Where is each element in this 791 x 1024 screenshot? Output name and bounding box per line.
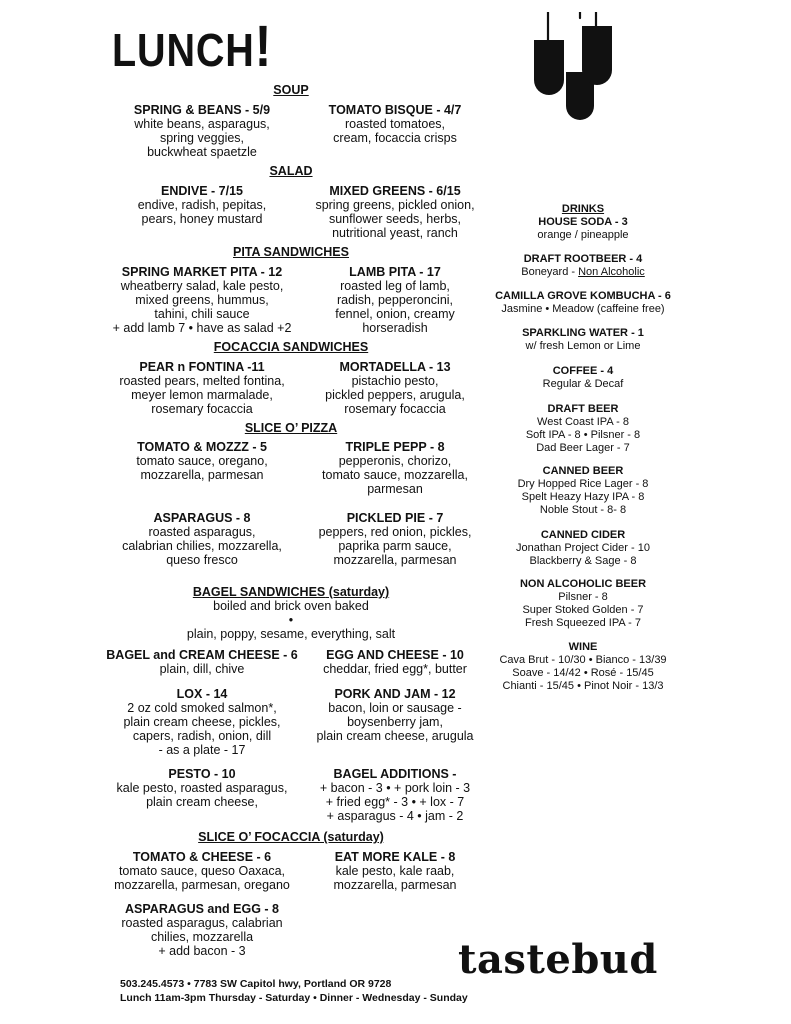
item-price: - 6 [253, 850, 272, 864]
item-price: - 8 [232, 511, 251, 525]
drinks-canned-beer [483, 465, 683, 517]
item-name: PESTO [168, 767, 211, 781]
drink-price: - 1 [628, 327, 644, 339]
item-desc: roasted leg of lamb, [340, 279, 450, 293]
item-desc: + add bacon - 3 [158, 944, 246, 958]
item-desc: tomato sauce, oregano, [136, 454, 268, 468]
item-name: TOMATO & MOZZZ [137, 440, 249, 454]
section-heading-pizza: SLICE O’ PIZZA [244, 421, 338, 435]
item-desc: cheddar, fried egg*, butter [323, 662, 467, 676]
section-heading-pita: PITA SANDWICHES [233, 245, 349, 259]
item-desc: + fried egg* - 3 • + lox - 7 [325, 795, 465, 809]
footer-contact: 503.245.4573 • 7783 SW Capitol hwy, Portland OR 9728 [120, 978, 392, 990]
menu-item [112, 103, 292, 159]
item-name: ASPARAGUS [153, 511, 233, 525]
item-desc: endive, radish, pepitas, [137, 198, 267, 212]
menu-item [305, 850, 485, 892]
drinks-rootbeer [483, 253, 683, 279]
item-desc: wheatberry salad, kale pesto, [120, 279, 284, 293]
drinks-house-soda [483, 203, 683, 242]
menu-item [102, 767, 302, 809]
section-heading-soup: SOUP [273, 83, 309, 97]
item-name: PEAR n FONTINA [139, 360, 244, 374]
item-price: - 5 [248, 440, 267, 454]
item-name: ENDIVE [161, 184, 208, 198]
bagel-subtitle: boiled and brick oven baked [213, 599, 369, 613]
drink-desc: Boneyard - [521, 266, 579, 278]
menu-item [112, 184, 292, 226]
menu-item [102, 648, 302, 676]
item-desc: buckwheat spaetzle [147, 145, 257, 159]
drink-price: - 6 [655, 290, 671, 302]
item-desc: mozzarella, parmesan [333, 553, 457, 567]
menu-item [112, 440, 292, 482]
drink-desc: Chianti - 15/45 • Pinot Noir - 13/3 [502, 680, 664, 692]
drink-desc: Regular & Decaf [542, 378, 624, 390]
item-name: TOMATO & CHEESE [132, 850, 254, 864]
item-desc: pears, honey mustard [141, 212, 263, 226]
menu-item [305, 648, 485, 676]
item-desc: roasted asparagus, [148, 525, 256, 539]
item-price: - 10 [438, 648, 464, 662]
drink-desc: Fresh Squeezed IPA - 7 [525, 617, 641, 629]
page-title [112, 14, 273, 79]
item-price: - 10 [210, 767, 236, 781]
item-desc: parmesan [367, 482, 423, 496]
section-heading-note: (saturday) [325, 585, 390, 599]
drink-desc: Dry Hopped Rice Lager - 8 [517, 478, 649, 490]
drink-desc: Jonathan Project Cider - 10 [516, 542, 650, 554]
item-name: BAGEL ADDITIONS [333, 767, 449, 781]
menu-item [305, 440, 485, 496]
item-desc: spring greens, pickled onion, [315, 198, 475, 212]
item-desc: - as a plate - 17 [158, 743, 246, 757]
title-exclamation: ! [254, 14, 273, 79]
item-desc: plain cream cheese, pickles, [123, 715, 281, 729]
item-price: - 6/15 [425, 184, 461, 198]
menu-item [305, 767, 485, 823]
section-heading-slice-focaccia: SLICE O’ FOCACCIA [198, 830, 320, 844]
item-desc: + asparagus - 4 • jam - 2 [326, 809, 464, 823]
item-name: ASPARAGUS and EGG [125, 902, 261, 916]
item-price: - 5/9 [241, 103, 271, 117]
item-desc: pistachio pesto, [351, 374, 439, 388]
drink-desc: Noble Stout - 8- 8 [539, 504, 627, 516]
menu-item [305, 265, 485, 335]
drinks-canned-cider [483, 529, 683, 568]
item-name: MORTADELLA [339, 360, 426, 374]
item-price: - 6 [279, 648, 298, 662]
item-price: - 8 [426, 440, 445, 454]
item-name: LOX [176, 687, 203, 701]
drink-name: DRAFT BEER [547, 403, 619, 415]
item-desc: mixed greens, hummus, [135, 293, 269, 307]
drink-price: - 4 [597, 365, 614, 377]
item-price: - 12 [257, 265, 283, 279]
item-desc: mozzarella, parmesan [333, 878, 457, 892]
item-desc: bacon, loin or sausage - [328, 701, 462, 715]
drink-price: - 3 [611, 216, 628, 228]
drink-desc: Blackberry & Sage - 8 [529, 555, 637, 567]
item-desc: plain, dill, chive [159, 662, 245, 676]
drink-desc: orange / pineapple [537, 229, 629, 241]
menu-item [102, 850, 302, 892]
drink-name: NON ALCOHOLIC BEER [519, 578, 647, 590]
item-desc: paprika parm sauce, [338, 539, 452, 553]
item-name: LAMB PITA [349, 265, 416, 279]
item-desc: fennel, onion, creamy [335, 307, 455, 321]
item-desc: cream, focaccia crisps [333, 131, 457, 145]
item-name: BAGEL and CREAM CHEESE [106, 648, 280, 662]
drink-desc: Soave - 14/42 • Rosé - 15/45 [512, 667, 654, 679]
item-name: EGG AND CHEESE [326, 648, 439, 662]
item-desc: boysenberry jam, [347, 715, 443, 729]
item-price: - [448, 767, 457, 781]
item-desc: sunflower seeds, herbs, [328, 212, 461, 226]
section-heading-bagel: BAGEL SANDWICHES [192, 585, 326, 599]
drink-name: COFFEE [552, 365, 598, 377]
menu-item [102, 511, 302, 567]
item-desc: roasted asparagus, calabrian [121, 916, 283, 930]
item-name: SPRING MARKET PITA [121, 265, 258, 279]
item-price: - 12 [430, 687, 456, 701]
item-desc: 2 oz cold smoked salmon*, [127, 701, 277, 715]
drink-desc: Jasmine • Meadow (caffeine free) [501, 303, 665, 315]
item-price: - 17 [415, 265, 441, 279]
drink-desc: Soft IPA - 8 • Pilsner - 8 [525, 429, 641, 441]
section-heading-note: (saturday) [319, 830, 384, 844]
item-price: - 8 [260, 902, 279, 916]
item-desc: chilies, mozzarella [150, 930, 254, 944]
item-desc: rosemary focaccia [344, 402, 446, 416]
menu-item [305, 184, 485, 240]
drink-name: DRAFT ROOTBEER [523, 253, 627, 265]
drinks-sparkling-water [483, 327, 683, 353]
item-price: -11 [243, 360, 265, 374]
drinks-coffee [483, 365, 683, 391]
item-desc: mozzarella, parmesan [140, 468, 264, 482]
drink-desc: West Coast IPA - 8 [537, 416, 629, 428]
item-name: TRIPLE PEPP [345, 440, 427, 454]
item-price: - 4/7 [432, 103, 462, 117]
menu-item [102, 360, 302, 416]
item-desc: radish, pepperoncini, [336, 293, 454, 307]
menu-item [102, 265, 302, 335]
footer-hours: Lunch 11am-3pm Thursday - Saturday • Dinner - Wednesday - Sunday [120, 992, 468, 1004]
item-desc: rosemary focaccia [151, 402, 253, 416]
drink-name: SPARKLING WATER [522, 327, 629, 339]
item-desc: tahini, chili sauce [154, 307, 250, 321]
item-desc: + add lamb 7 • have as salad +2 [112, 321, 292, 335]
item-name: EAT MORE KALE [334, 850, 438, 864]
drinks-wine [483, 641, 683, 693]
menu-item [305, 511, 485, 567]
drink-name: HOUSE SODA [538, 216, 612, 228]
item-desc: mozzarella, parmesan, oregano [114, 878, 290, 892]
drinks-non-alcoholic-beer [483, 578, 683, 630]
item-price: - 7 [425, 511, 444, 525]
item-desc: spring veggies, [159, 131, 245, 145]
drink-desc-note: Non Alcoholic [578, 266, 645, 278]
section-heading-salad: SALAD [269, 164, 313, 178]
drink-desc: Dad Beer Lager - 7 [536, 442, 630, 454]
item-price: - 14 [202, 687, 228, 701]
item-desc: calabrian chilies, mozzarella, [122, 539, 282, 553]
bagel-flavors: plain, poppy, sesame, everything, salt [186, 627, 396, 641]
slice-focaccia-header [176, 830, 406, 844]
item-price: - 7/15 [207, 184, 243, 198]
item-name: TOMATO BISQUE [328, 103, 433, 117]
tastebud-logo-icon [530, 12, 626, 134]
drink-desc: Super Stoked Golden - 7 [522, 604, 644, 616]
menu-item [305, 687, 485, 743]
item-desc: white beans, asparagus, [134, 117, 270, 131]
title-text: LUNCH [112, 24, 255, 76]
item-desc: horseradish [362, 321, 428, 335]
item-desc: roasted pears, melted fontina, [119, 374, 285, 388]
brand-logo: tastebud [458, 936, 658, 983]
menu-item [102, 687, 302, 757]
item-desc: peppers, red onion, pickles, [318, 525, 472, 539]
section-heading-drinks: DRINKS [561, 203, 605, 215]
item-name: PORK AND JAM [334, 687, 431, 701]
drink-desc: Pilsner - 8 [558, 591, 608, 603]
drink-name: CANNED CIDER [540, 529, 626, 541]
item-price: - 13 [425, 360, 451, 374]
item-desc: queso fresco [166, 553, 238, 567]
item-name: SPRING & BEANS [133, 103, 242, 117]
item-desc: pickled peppers, arugula, [325, 388, 465, 402]
item-desc: capers, radish, onion, dill [132, 729, 272, 743]
drink-name: CANNED BEER [542, 465, 624, 477]
drink-name: WINE [568, 641, 598, 653]
menu-item [102, 902, 302, 958]
item-desc: plain cream cheese, [146, 795, 258, 809]
item-desc: plain cream cheese, arugula [316, 729, 474, 743]
menu-item [305, 103, 485, 145]
bagel-section-header [176, 585, 406, 641]
item-desc: roasted tomatoes, [344, 117, 446, 131]
item-price: - 8 [437, 850, 456, 864]
menu-item [305, 360, 485, 416]
section-heading-focaccia: FOCACCIA SANDWICHES [213, 340, 369, 354]
item-desc: + bacon - 3 • + pork loin - 3 [319, 781, 471, 795]
item-name: PICKLED PIE [346, 511, 426, 525]
item-desc: kale pesto, roasted asparagus, [116, 781, 288, 795]
item-desc: kale pesto, kale raab, [335, 864, 455, 878]
drinks-kombucha [483, 290, 683, 316]
item-desc: nutritional yeast, ranch [332, 226, 458, 240]
drink-desc: Spelt Heazy Hazy IPA - 8 [521, 491, 645, 503]
item-desc: meyer lemon marmalade, [131, 388, 273, 402]
item-desc: pepperonis, chorizo, [338, 454, 452, 468]
item-desc: tomato sauce, mozzarella, [322, 468, 468, 482]
drink-desc: Cava Brut - 10/30 • Bianco - 13/39 [499, 654, 667, 666]
drink-desc: w/ fresh Lemon or Lime [525, 340, 641, 352]
item-desc: tomato sauce, queso Oaxaca, [118, 864, 286, 878]
bagel-subtitle-bullet: • [288, 613, 294, 627]
drink-name: CAMILLA GROVE KOMBUCHA [495, 290, 655, 302]
item-name: MIXED GREENS [329, 184, 426, 198]
drinks-draft-beer [483, 403, 683, 455]
drink-price: - 4 [626, 253, 643, 265]
